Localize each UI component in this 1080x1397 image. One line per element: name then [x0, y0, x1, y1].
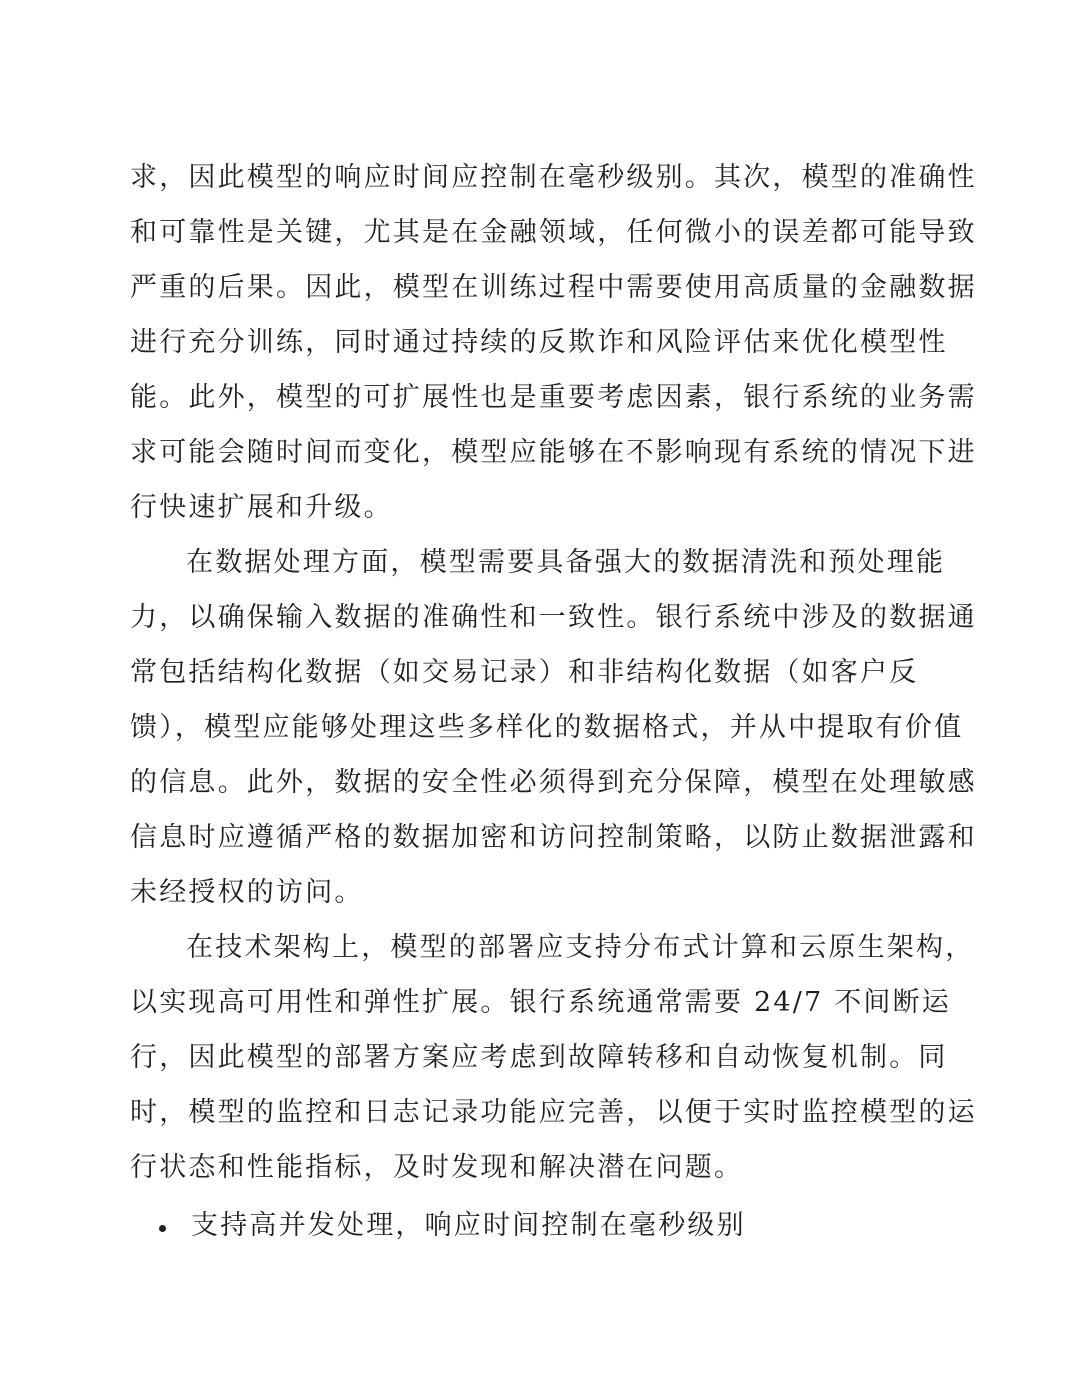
bullet-icon [159, 1225, 166, 1232]
bullet-item: 支持高并发处理，响应时间控制在毫秒级别 [191, 1210, 746, 1241]
paragraph-1-line-2: 和可靠性是关键，尤其是在金融领域，任何微小的误差都可能导致 [130, 217, 977, 248]
paragraph-2-line-7: 未经授权的访问。 [130, 877, 364, 908]
paragraph-1-line-6: 求可能会随时间而变化，模型应能够在不影响现有系统的情况下进 [130, 437, 977, 468]
paragraph-1-line-3: 严重的后果。因此，模型在训练过程中需要使用高质量的金融数据 [130, 272, 977, 303]
paragraph-2-line-1: 在数据处理方面，模型需要具备强大的数据清洗和预处理能 [186, 547, 946, 578]
paragraph-1-line-1: 求，因此模型的响应时间应控制在毫秒级别。其次，模型的准确性 [130, 162, 977, 193]
paragraph-1-line-7: 行快速扩展和升级。 [130, 492, 393, 523]
paragraph-1-line-4: 进行充分训练，同时通过持续的反欺诈和风险评估来优化模型性 [130, 327, 948, 358]
paragraph-2-line-2: 力，以确保输入数据的准确性和一致性。银行系统中涉及的数据通 [130, 602, 977, 633]
document-page [130, 0, 977, 1397]
paragraph-2-line-4: 馈），模型应能够处理这些多样化的数据格式，并从中提取有价值 [130, 712, 964, 743]
paragraph-3-line-3: 行，因此模型的部署方案应考虑到故障转移和自动恢复机制。同 [130, 1042, 948, 1073]
paragraph-3-line-2: 以实现高可用性和弹性扩展。银行系统通常需要 24/7 不间断运 [130, 987, 951, 1018]
paragraph-2-line-5: 的信息。此外，数据的安全性必须得到充分保障，模型在处理敏感 [130, 767, 977, 798]
paragraph-3-line-5: 行状态和性能指标，及时发现和解决潜在问题。 [130, 1152, 744, 1183]
paragraph-3-line-4: 时，模型的监控和日志记录功能应完善，以便于实时监控模型的运 [130, 1097, 977, 1128]
paragraph-1-line-5: 能。此外，模型的可扩展性也是重要考虑因素，银行系统的业务需 [130, 382, 977, 413]
paragraph-2-line-6: 信息时应遵循严格的数据加密和访问控制策略，以防止数据泄露和 [130, 822, 977, 853]
paragraph-2-line-3: 常包括结构化数据（如交易记录）和非结构化数据（如客户反 [130, 657, 919, 688]
paragraph-3-line-1: 在技术架构上，模型的部署应支持分布式计算和云原生架构， [186, 932, 975, 963]
